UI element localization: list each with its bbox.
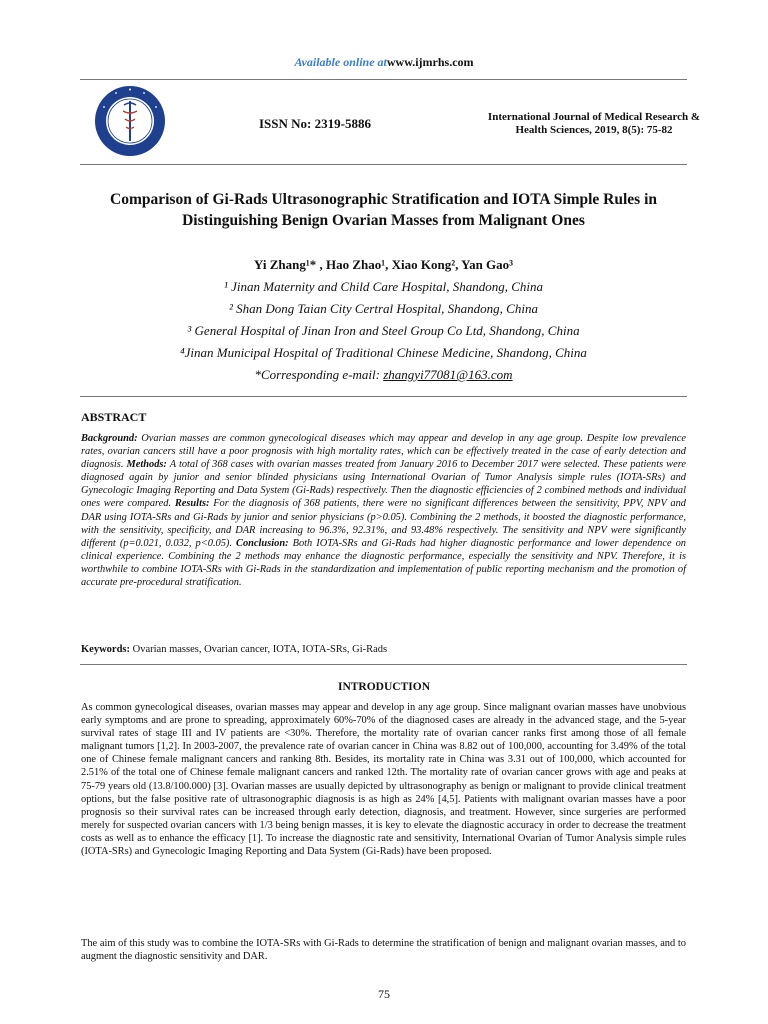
results-text: For the diagnosis of 368 patients, there were no significant differences between the sensitivity, PPV, NPV and DAR using IOTA-SRs and Gi-Rads by junior and senior physicians (p>0.05). Combining the 2 methods, it boosted the diagnostic performance, with the sensitivity, specificity, and DAR increasing to 96.3%, 92.31%, and 93.48% respectively. The sensitivity and NPV were significantly different (p=0.021, 0.032, p<0.05). — [81, 498, 686, 549]
conclusion-text: Both IOTA-SRs and Gi-Rads had higher diagnostic performance and lower dependence on clinical experience. Combining the 2 methods may enhance the diagnostic performance, especially the sensitivity and NPV. Therefore, it is worthwhile to combine IOTA-SRs with Gi-Rads in the standardization and implementation of public reporting mechanism and the promotion of accurate pre-procedural stratification. — [81, 537, 686, 589]
availability-line — [0, 55, 768, 70]
journal-name: International Journal of Medical Research & — [487, 111, 701, 123]
keywords-line — [81, 644, 387, 655]
journal-volume: Health Sciences, 2019, 8(5): 75-82 — [515, 124, 673, 136]
introduction-heading: INTRODUCTION — [337, 681, 430, 693]
affiliation-4: ⁴Jinan Municipal Hospital of Traditional Chinese Medicine, Shandong, China — [180, 345, 587, 360]
abstract-rule-bottom — [80, 664, 687, 665]
article-title: Comparison of Gi-Rads Ultrasonographic Stratification and IOTA Simple Rules in Distinguishing Benign Ovarian Masses from Malignant Ones — [110, 191, 657, 229]
affiliation-1: ¹ Jinan Maternity and Child Care Hospital, Shandong, China — [223, 279, 544, 294]
affiliation-2: ² Shan Dong Taian City Certral Hospital, Shandong, China — [229, 301, 538, 316]
background-label: Background: — [81, 433, 138, 444]
affiliation-3: ³ General Hospital of Jinan Iron and Steel Group Co Ltd, Shandong, China — [187, 323, 580, 338]
introduction-paragraph-2: The aim of this study was to combine the IOTA-SRs with Gi-Rads to determine the stratification of benign and malignant ovarian masses, and to augment the diagnostic sensitivity and DAR. — [81, 938, 686, 963]
introduction-paragraph-1: As common gynecological diseases, ovarian masses may appear and develop in any age group. Since malignant ovarian masses have unobvious early symptoms and are prone to spreading, approximately 60%-70% of the diagnosed cases are already in the advanced stage, and the 5-year survival rates of stage III and IV patients are <30%. Therefore, the mortality rate of ovarian cancer ranks first among those of all female malignant tumors [1,2]. In 2003-2007, the prevalence rate of ovarian cancer in China was 8.82 out of 100,000, accounting for 3.49% of the total one of Chinese female malignant cancers and ranking 8th. Besides, its mortality rate in China was 3.31 out of 100,000, which accounted for 2.51% of the total one of Chinese female malignant cancers and ranked 12th. The mortality rate of ovarian cancer grows with age and peaks at 75-79 years old (13.8/100.000) [3]. Ovarian masses are usually depicted by ultrasonography as benign or malignant to provide clinical treatment options, but the false positive rate of ultrasonographic diagnosis is as high as 24% [4,5]. Patients with malignant ovarian masses have a poor prognosis so their survival rates can be increased through early detection, diagnosis, and treatment. However, since surgeries are performed merely for suspected ovarian cancers with 1/3 being benign masses, it is key to elevate the diagnostic accuracy in order to decrease the treatment costs as well as to enhance the efficacy [1]. To increase the diagnostic rate and sensitivity, International Ovarian of Tumor Analysis simple rules (IOTA-SRs) and Gynecologic Imaging Reporting and Data System (Gi-Rads) have been proposed. — [81, 702, 686, 858]
background-text: Ovarian masses are common gynecological diseases which may appear and develop in any age group. Despite low prevalence rates, ovarian cancers still have a poor prognosis with high mortality rates, which can be effectively treated in the case of early detection and diagnosis. — [81, 433, 686, 471]
conclusion-label: Conclusion: — [236, 537, 289, 549]
available-label: Available online at — [294, 55, 387, 69]
methods-text: A total of 368 cases with ovarian masses treated from January 2016 to December 2017 were selected. These patients were diagnosed again by junior and senior blinded physicians using International Ovarian of Tumor Analysis simple rules (IOTA-SRs) and Gynecologic Imaging Reporting and Data System (Gi-Rads) respectively. Then the diagnostic efficiencies of 2 combined methods and individual ones were compared. — [81, 459, 686, 510]
header-rule-top — [80, 79, 687, 80]
journal-seal-icon — [94, 85, 166, 157]
keywords-label: Keywords: — [81, 644, 130, 655]
header-rule-bottom — [80, 164, 687, 165]
journal-citation — [458, 111, 730, 137]
page-number: 75 — [378, 987, 390, 1001]
methods-label: Methods: — [126, 459, 167, 471]
issn-number: ISSN No: 2319-5886 — [259, 116, 371, 131]
abstract-body — [81, 432, 686, 589]
abstract-rule-top — [80, 396, 687, 397]
journal-url-link[interactable]: www.ijmrhs.com — [386, 55, 474, 69]
corresponding-email-line — [80, 367, 687, 383]
email-prefix: *Corresponding e-mail: — [254, 367, 384, 382]
corresponding-email-link[interactable]: zhangyi77081@163.com — [383, 367, 513, 382]
keywords-text: Ovarian masses, Ovarian cancer, IOTA, IOTA-SRs, Gi-Rads — [130, 644, 388, 655]
results-label: Results: — [174, 498, 210, 510]
abstract-heading: ABSTRACT — [81, 410, 147, 424]
author-list: Yi Zhang¹* , Hao Zhao¹, Xiao Kong², Yan Gao³ — [253, 257, 514, 272]
